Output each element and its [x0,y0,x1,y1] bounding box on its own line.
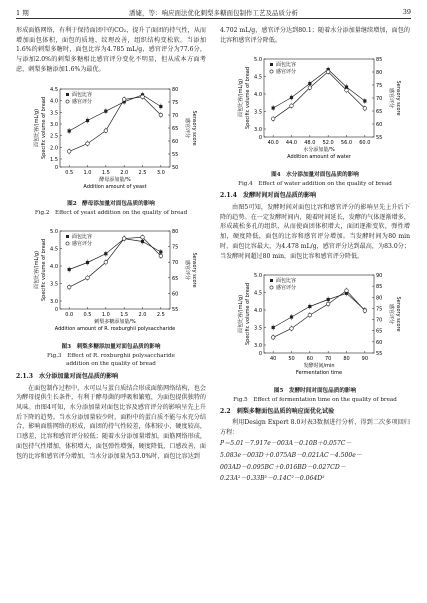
figure-caption-en: Fig.3 Effect of R. roxburghii polysaccharide [47,352,175,359]
y2-tick-label: 70 [172,260,179,267]
y2-tick-label: 85 [376,57,383,64]
y-axis-label-en: Specific volume of bread [245,67,251,130]
y-tick-label: 3.5 [50,281,58,288]
legend-label: 感官评分 [276,69,297,76]
y2-tick-label: 55 [376,135,383,142]
chart-fig3 [16,221,206,339]
y-tick-label: 0 [258,135,262,142]
x-axis-label: 刺梨多糖添加量/% [94,319,136,326]
legend-label: 感官评分 [72,241,93,248]
legend-marker-score [66,99,69,102]
y2-tick-label: 80 [172,86,179,93]
x-tick-label: 2.5 [138,169,147,176]
data-point-score [67,149,71,153]
legend-marker-score [270,286,273,289]
chart-fig5 [220,265,410,383]
x-tick-label: 2.0 [120,169,129,176]
figure-3 [16,221,206,368]
x-axis-label: 水分添加量/% [303,147,335,154]
y2-tick-label: 75 [172,99,179,106]
y2-tick-label: 60 [172,291,179,298]
x-tick-label: 48.0 [304,140,316,147]
y-tick-label: 3.0 [50,121,58,128]
y-tick-label: 0 [54,307,58,314]
data-point-volume [141,240,144,243]
legend-marker-score [270,70,273,73]
y2-tick-label: 70 [376,96,383,103]
y-tick-label: 4.0 [254,308,262,315]
y2-tick-label: 60 [376,340,383,347]
data-point-score [290,104,294,108]
y-axis-label: 面包比容/(mL/g) [34,108,40,147]
data-point-volume [68,129,71,132]
data-point-score [141,236,145,240]
x-axis-label-en: Addition amount of yeast [83,183,147,190]
x-tick-label: 44.0 [285,140,298,147]
y2-tick-label: 70 [172,112,179,119]
x-tick-label: 2.0 [138,312,147,319]
figure-caption-en: Fig.2 Effect of yeast addition on the quality of bread [34,209,188,216]
x-tick-label: 1.5 [101,169,110,176]
legend-marker-score [66,242,69,245]
equation-line: 5.083e－003D＋0.075AB－0.021AC－4.500e－ [220,451,362,459]
data-point-score [363,309,367,313]
section-heading: 2.1.4 发酵时间对面包品质的影响 [220,192,317,200]
figure-2 [16,79,206,218]
figure-caption-en: Fig.4 Effect of water addition on the quality of bread [238,180,392,187]
x-tick-label: 40 [269,356,277,363]
y-axis-label-en: Specific volume of bread [245,283,251,346]
y2-tick-label: 55 [376,351,383,358]
legend-label: 面包比容 [72,234,93,241]
x-tick-label: 1.0 [83,169,92,176]
x-tick-label: 90 [361,356,369,363]
data-point-score [86,276,90,280]
data-point-volume [86,261,89,264]
y-tick-label: 0 [258,351,262,358]
equation-line: P＝5.01－7.917e－003A－0.10B＋0.057C－ [220,440,352,448]
figure-caption-cn: 图2 酵母添加量对面包品质的影响 [67,201,155,208]
y2-tick-label: 90 [376,273,383,280]
x-tick-label: 0.5 [83,312,92,319]
x-tick-label: 0.5 [65,169,74,176]
figure-caption-cn: 图3 刺梨多糖添加量对面包品质的影响 [61,344,161,351]
legend-marker-volume [270,63,273,66]
y-axis-label-en: Specific volume of bread [41,96,47,159]
y-tick-label: 4.5 [254,290,262,297]
x-tick-label: 0.0 [65,312,74,319]
legend-label: 面包比容 [276,278,297,285]
section-heading: 2.2 刺梨多糖面包品质的响应面优化试验 [220,408,335,416]
data-point-volume [68,268,71,271]
y2-tick-label: 75 [376,83,383,90]
data-point-score [159,255,163,259]
y2-tick-label: 60 [172,138,179,145]
data-point-volume [272,326,275,329]
issue-number: 1 期 [16,9,29,17]
y-tick-label: 4.5 [50,86,58,93]
y2-tick-label: 85 [376,284,383,291]
y-tick-label: 5.0 [254,273,262,280]
chart-fig4 [220,49,410,167]
data-point-score [104,261,108,265]
x-tick-label: 60 [306,356,314,363]
x-tick-label: 52.0 [322,140,334,147]
data-point-volume [104,109,107,112]
data-point-score [290,327,294,331]
data-point-volume [308,305,311,308]
x-axis-label-en: Fermentation time [295,370,343,377]
y-tick-label: 3.5 [254,109,262,116]
x-tick-label: 3.0 [156,169,165,176]
data-point-score [271,117,275,121]
data-point-score [345,89,349,93]
data-point-volume [327,298,330,301]
x-tick-label: 2.5 [156,312,165,319]
data-point-score [363,107,367,111]
data-point-score [271,336,275,340]
y-tick-label: 1.5 [50,156,58,163]
data-point-volume [290,96,293,99]
x-tick-label: 1.0 [101,312,110,319]
data-point-volume [272,107,275,110]
y2-tick-label: 65 [172,125,179,132]
paragraph: 在面包制作过程中，水可以与蛋白质结合形成面筋网络结构，也会为酵母提供生长条件，有利于酵母菌的呼吸和繁殖，为面包提供独特的风味。由图4可知，水分添加量对面包比容及感官评分的影响呈先上升后下降的趋势。当水分添加量较少时，面粉中的蛋白质不能与水充分结合，影响面筋网络的形成，面团的持气性较差，体积较小，硬度较高，口感差，比容和感官评分较低；随着水分添加量增加，面筋网络形成，面包持气性增加，体积增大，面包弹性增强，硬度降低，口感改善，面包的比容和感官评分增加，当水分添加量为53.0%时，面包比容达到 [16,384,206,460]
y-tick-label: 2.5 [50,133,58,140]
y2-tick-label: 65 [376,109,383,116]
x-tick-label: 40.0 [267,140,279,147]
paragraph: 形成面筋网络，有利于保持面团中的CO₂，提升了面团的持气性，从而增加面包体积，面包的质地、纹理改善，组织结构变松软。当添加1.6%的刺梨多糖时，面包比容为4.785 mL/g，感官评分为77.6分，与添加2.0%的刺梨多糖相比感官评分变化不明显，但从成本方面考虑，刺梨多糖添加1.6%为最优。 [16,27,206,73]
y-tick-label: 4.5 [254,74,262,81]
y-tick-label: 3.5 [254,325,262,332]
data-point-volume [86,118,89,121]
section-heading: 2.1.3 水分添加量对面包品质的影响 [16,372,119,380]
y-tick-label: 3.5 [50,109,58,116]
y-tick-label: 5.0 [50,229,58,236]
left-column [16,26,206,461]
y2-axis-label: 感官评分 [184,117,190,138]
figure-caption-en: Fig.5 Effect of fermentation time on the quality of bread [233,396,397,403]
paragraph: 由图5可知，发酵时间对面包比容和感官评分的影响呈先上升后下降的趋势。在一定发酵时间内，随着时间延长，发酵的气体逐渐增多，形成疏松多孔的组织，从而使面团体积增大，面团逐渐变软，弹性增加，硬度降低，面包的比容和感官评分增加。当发酵时间为80 min时，面包比容最大，为4.478 mL/g，感官评分达到最高，为83.0分；当发酵时间超过80 min，面包比容和感官评分降低。 [220,204,410,260]
y-tick-label: 4.0 [50,98,58,105]
chart-fig2 [16,79,206,197]
figure-4 [220,49,410,188]
data-point-score [86,141,90,145]
data-point-volume [159,104,162,107]
legend-marker-volume [270,279,273,282]
x-tick-label: 60.0 [359,140,371,147]
x-tick-label: 1.5 [120,312,129,319]
x-tick-label: 50 [288,356,295,363]
page-number: 39 [402,8,411,16]
paragraph: 利用Design Expert 8.0对表3数据进行分析，得到二次多项回归方程： [220,418,410,436]
data-point-score [345,289,349,293]
data-point-volume [290,316,293,319]
data-point-score [141,95,145,99]
y2-tick-label: 80 [172,229,179,236]
data-point-volume [104,253,107,256]
y2-tick-label: 55 [172,307,179,314]
y2-axis-label-en: Sensory score [191,252,197,288]
y2-tick-label: 50 [172,164,179,171]
y-tick-label: 5.0 [254,57,262,64]
x-tick-label: 56.0 [340,140,353,147]
paragraph: 4.702 mL/g，感官评分达到80.1；随着水分添加量继续增加，面包的比容和感官评分降低。 [220,27,410,44]
legend-marker-volume [66,93,69,96]
data-point-score [326,70,330,74]
y-tick-label: 4.5 [50,246,58,253]
data-point-score [308,314,312,318]
x-axis-label-en: Addition amount of R. roxburghii polysaccharide [54,326,176,333]
y-axis-label: 面包比容/(mL/g) [238,295,244,334]
x-axis-label: 发酵时间/min [303,363,335,370]
data-point-score [122,237,126,241]
data-point-score [67,286,71,290]
y-tick-label: 3.0 [254,343,262,350]
data-point-score [122,97,126,101]
figure-5 [220,265,410,404]
figure-caption-en-2: addition on the quality of bread [66,361,156,368]
y-axis-label: 面包比容/(mL/g) [34,251,40,290]
y-axis-label-en: Specific volume of bread [41,239,47,302]
running-title: 潘婕，等：响应面法优化刺梨多糖面包制作工艺及品质分析 [129,9,298,17]
y-tick-label: 2.0 [50,144,58,151]
series-line-score [273,72,365,119]
y-tick-label: 4.0 [254,92,262,99]
x-tick-label: 70 [324,356,332,363]
y-tick-label: 3.0 [254,127,262,134]
data-point-score [104,128,108,132]
legend-label: 感官评分 [72,98,93,105]
x-axis-label-en: Addition amount of water [287,154,351,161]
y-tick-label: 0 [54,164,58,171]
data-point-score [308,86,312,90]
y2-axis-label-en: Sensory score [395,296,401,332]
y2-axis-label: 感官评分 [184,260,190,281]
figure-caption-cn: 图5 发酵时间对面包品质的影响 [273,387,357,394]
data-point-score [159,113,163,117]
equation-line: 003AD－0.095BC＋0.016BD－0.027CD－ [220,463,346,471]
x-axis-label: 酵母添加量/% [99,176,131,183]
y2-tick-label: 80 [376,70,383,77]
y2-tick-label: 75 [376,306,383,313]
y2-tick-label: 55 [172,151,179,158]
legend-label: 面包比容 [72,91,93,98]
series-line-volume [273,70,365,109]
y2-tick-label: 65 [376,328,383,335]
y2-tick-label: 80 [376,295,383,302]
y2-axis-label: 感官评分 [388,88,394,109]
figure-caption-cn: 图4 水分添加量对面包品质的影响 [271,172,359,179]
right-column [220,26,410,486]
y2-tick-label: 65 [172,276,179,283]
y-tick-label: 4.0 [50,264,58,271]
y2-tick-label: 70 [376,317,383,324]
legend-label: 面包比容 [276,62,297,69]
x-tick-label: 80 [343,356,350,363]
data-point-score [326,302,330,306]
data-point-volume [363,100,366,103]
y2-tick-label: 75 [172,245,179,252]
y-tick-label: 3.0 [50,299,58,306]
y2-tick-label: 60 [376,122,383,129]
legend-label: 感官评分 [276,285,297,292]
running-header [16,6,411,19]
y2-axis-label-en: Sensory score [191,109,197,146]
y2-axis-label: 感官评分 [388,304,394,325]
legend-marker-volume [66,235,69,238]
y2-axis-label-en: Sensory score [395,80,401,116]
equation-line: 0.23A²－0.33B²－0.14C²－0.064D² [220,475,325,483]
series-line-volume [273,293,365,327]
y-axis-label: 面包比容/(mL/g) [238,79,244,118]
